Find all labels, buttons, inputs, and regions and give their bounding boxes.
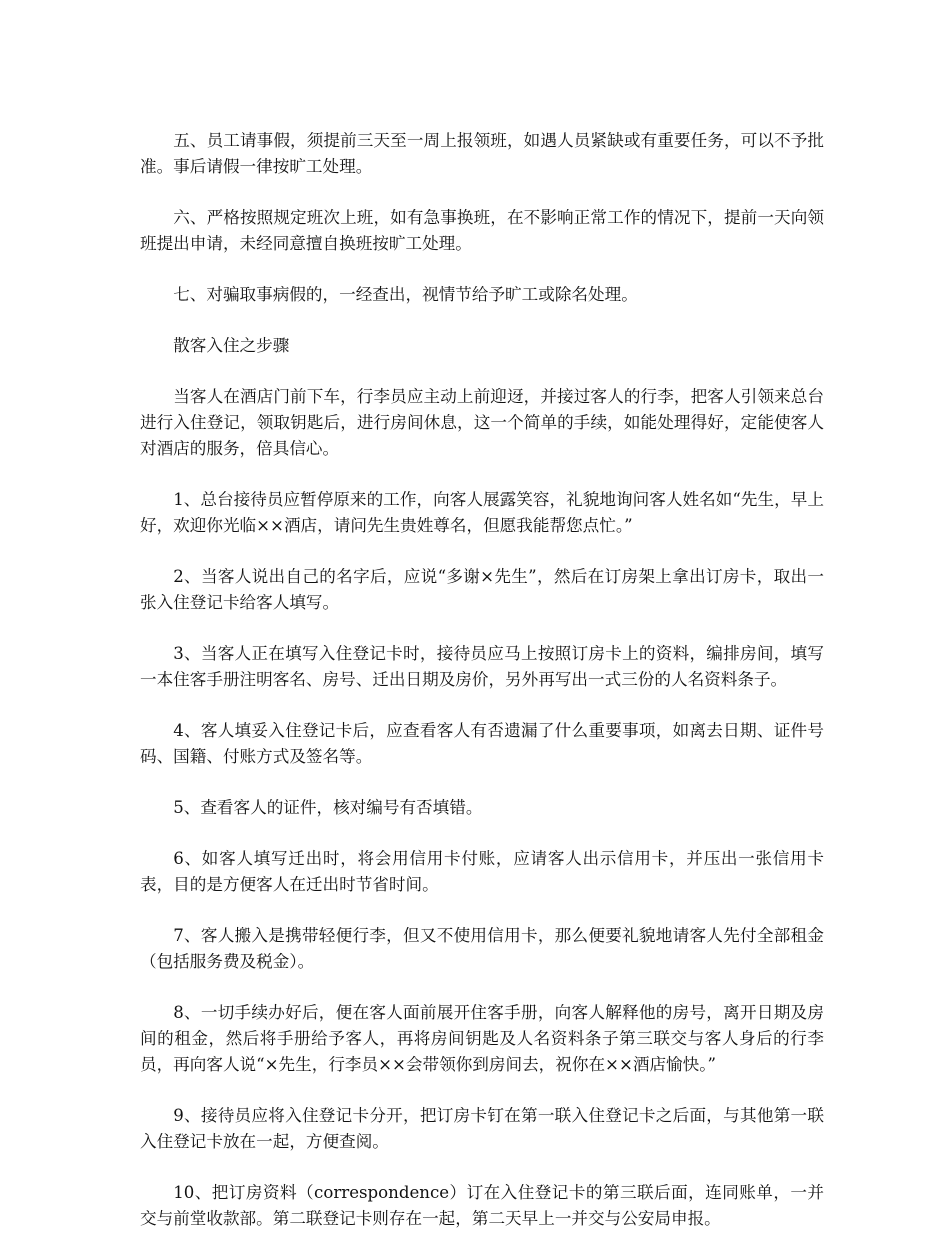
paragraph-step-9: 9、接待员应将入住登记卡分开，把订房卡钉在第一联入住登记卡之后面，与其他第一联入住登记卡放在一起，方便查阅。 [140, 1106, 824, 1151]
paragraph-step-6: 6、如客人填写迁出时，将会用信用卡付账，应请客人出示信用卡，并压出一张信用卡表，目的是方便客人在迁出时节省时间。 [140, 849, 824, 894]
paragraph-rule-5: 五、员工请事假，须提前三天至一周上报领班，如遇人员紧缺或有重要任务，可以不予批准。事后请假一律按旷工处理。 [140, 131, 824, 176]
document-body [140, 128, 824, 1257]
paragraph-step-8: 8、一切手续办好后，便在客人面前展开住客手册，向客人解释他的房号，离开日期及房间的租金，然后将手册给予客人，再将房间钥匙及人名资料条子第三联交与客人身后的行李员，再向客人说“×先生，行李员××会带领你到房间去，祝你在××酒店愉快。” [140, 1003, 824, 1074]
paragraph-step-5: 5、查看客人的证件，核对编号有否填错。 [173, 798, 483, 817]
paragraph-step-3: 3、当客人正在填写入住登记卡时，接待员应马上按照订房卡上的资料，编排房间，填写一本住客手册注明客名、房号、迁出日期及房价，另外再写出一式三份的人名资料条子。 [140, 644, 824, 689]
paragraph-step-2: 2、当客人说出自己的名字后，应说“多谢×先生”，然后在订房架上拿出订房卡，取出一张入住登记卡给客人填写。 [140, 567, 824, 612]
paragraph-step-1: 1、总台接待员应暂停原来的工作，向客人展露笑容，礼貌地询问客人姓名如“先生，早上好，欢迎你光临××酒店，请问先生贵姓尊名，但愿我能帮您点忙。” [140, 490, 824, 535]
paragraph-step-10: 10、把订房资料（correspondence）订在入住登记卡的第三联后面，连同账单，一并交与前堂收款部。第二联登记卡则存在一起，第二天早上一并交与公安局申报。 [140, 1183, 824, 1228]
paragraph-step-7: 7、客人搬入是携带轻便行李，但又不使用信用卡，那么便要礼貌地请客人先付全部租金（包括服务费及税金）。 [140, 926, 824, 971]
paragraph-rule-7: 七、对骗取事病假的，一经查出，视情节给予旷工或除名处理。 [173, 285, 638, 304]
paragraph-intro: 当客人在酒店门前下车，行李员应主动上前迎迓，并接过客人的行李，把客人引领来总台进行入住登记，领取钥匙后，进行房间休息，这一个简单的手续，如能处理得好，定能使客人对酒店的服务，倍具信心。 [140, 387, 824, 458]
paragraph-rule-6: 六、严格按照规定班次上班，如有急事换班，在不影响正常工作的情况下，提前一天向领班提出申请，未经同意擅自换班按旷工处理。 [140, 208, 824, 253]
paragraph-step-4: 4、客人填妥入住登记卡后，应查看客人有否遗漏了什么重要事项，如离去日期、证件号码、国籍、付账方式及签名等。 [140, 721, 824, 766]
section-heading: 散客入住之步骤 [173, 336, 290, 355]
